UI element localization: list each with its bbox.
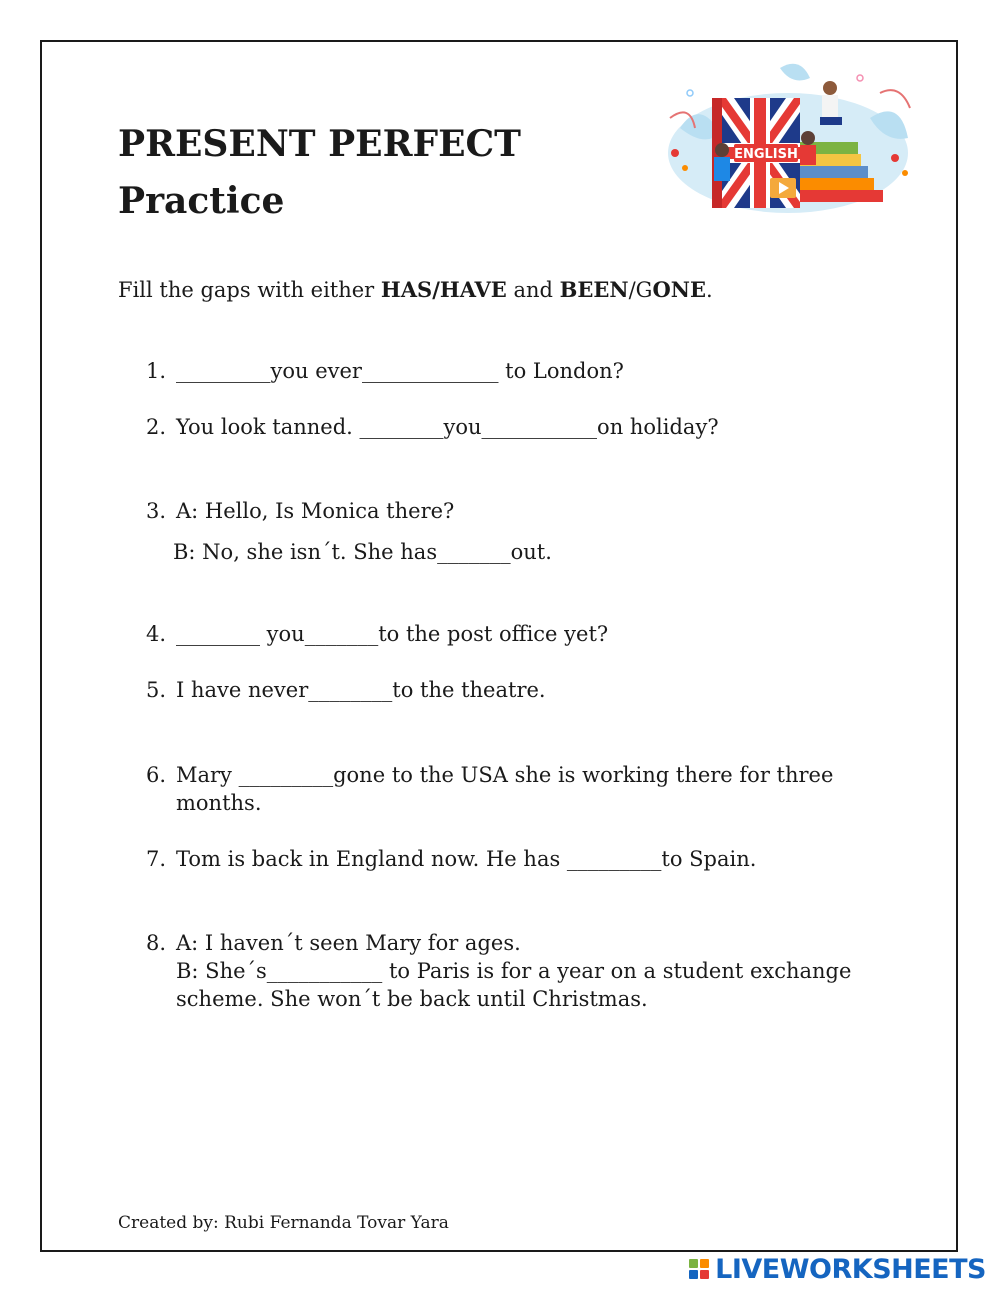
question-text[interactable]: Mary _________gone to the USA she is working there for three [176,763,834,787]
question-text[interactable]: _________you ever_____________ to London? [176,359,624,383]
author-credit: Created by: Rubi Fernanda Tovar Yara [118,1213,449,1233]
instruction-suffix: . [705,278,713,302]
question-text[interactable]: ________ you_______to the post office yet? [176,622,609,646]
question-4 [146,620,608,648]
question-3-line-2[interactable]: B: No, she isn´t. She has_______out. [173,540,552,564]
question-number: 1. [146,359,167,383]
question-2 [146,413,719,441]
instructions [118,277,713,302]
question-number: 8. [146,931,167,955]
question-number: 5. [146,678,167,702]
question-3 [146,497,454,525]
keyword-been: BEEN [559,277,629,302]
worksheet-title: PRESENT PERFECT [118,123,521,165]
question-5 [146,676,546,704]
question-number: 7. [146,847,167,871]
question-6-continuation: months. [176,791,262,815]
question-text: A: Hello, Is Monica there? [176,499,455,523]
english-books-illustration [660,58,915,216]
question-text[interactable]: You look tanned. ________you___________on holiday? [176,415,719,439]
keyword-has-have: HAS/HAVE [380,277,507,302]
question-1 [146,357,624,385]
question-number: 6. [146,763,167,787]
question-text: A: I haven´t seen Mary for ages. [176,931,521,955]
instruction-slash: /G [628,278,653,302]
question-text[interactable]: I have never________to the theatre. [176,678,546,702]
logo-blocks-icon [689,1259,709,1279]
instruction-mid: and [506,278,560,302]
question-number: 3. [146,499,167,523]
question-text[interactable]: Tom is back in England now. He has _________to Spain. [176,847,757,871]
instruction-prefix: Fill the gaps with either [118,278,381,302]
question-8-line-3: scheme. She won´t be back until Christmas. [176,987,648,1011]
brand-name: LIVEWORKSHEETS [715,1253,986,1285]
question-6 [146,761,833,817]
question-7 [146,845,756,873]
question-number: 4. [146,622,167,646]
question-8-line-2[interactable]: B: She´s___________ to Paris is for a year on a student exchange [176,959,852,983]
english-banner-text: ENGLISH [734,147,798,162]
question-number: 2. [146,415,167,439]
liveworksheets-logo[interactable] [689,1254,986,1284]
worksheet-subtitle: Practice [118,180,285,222]
question-8 [146,929,851,1013]
keyword-one: ONE [652,277,706,302]
